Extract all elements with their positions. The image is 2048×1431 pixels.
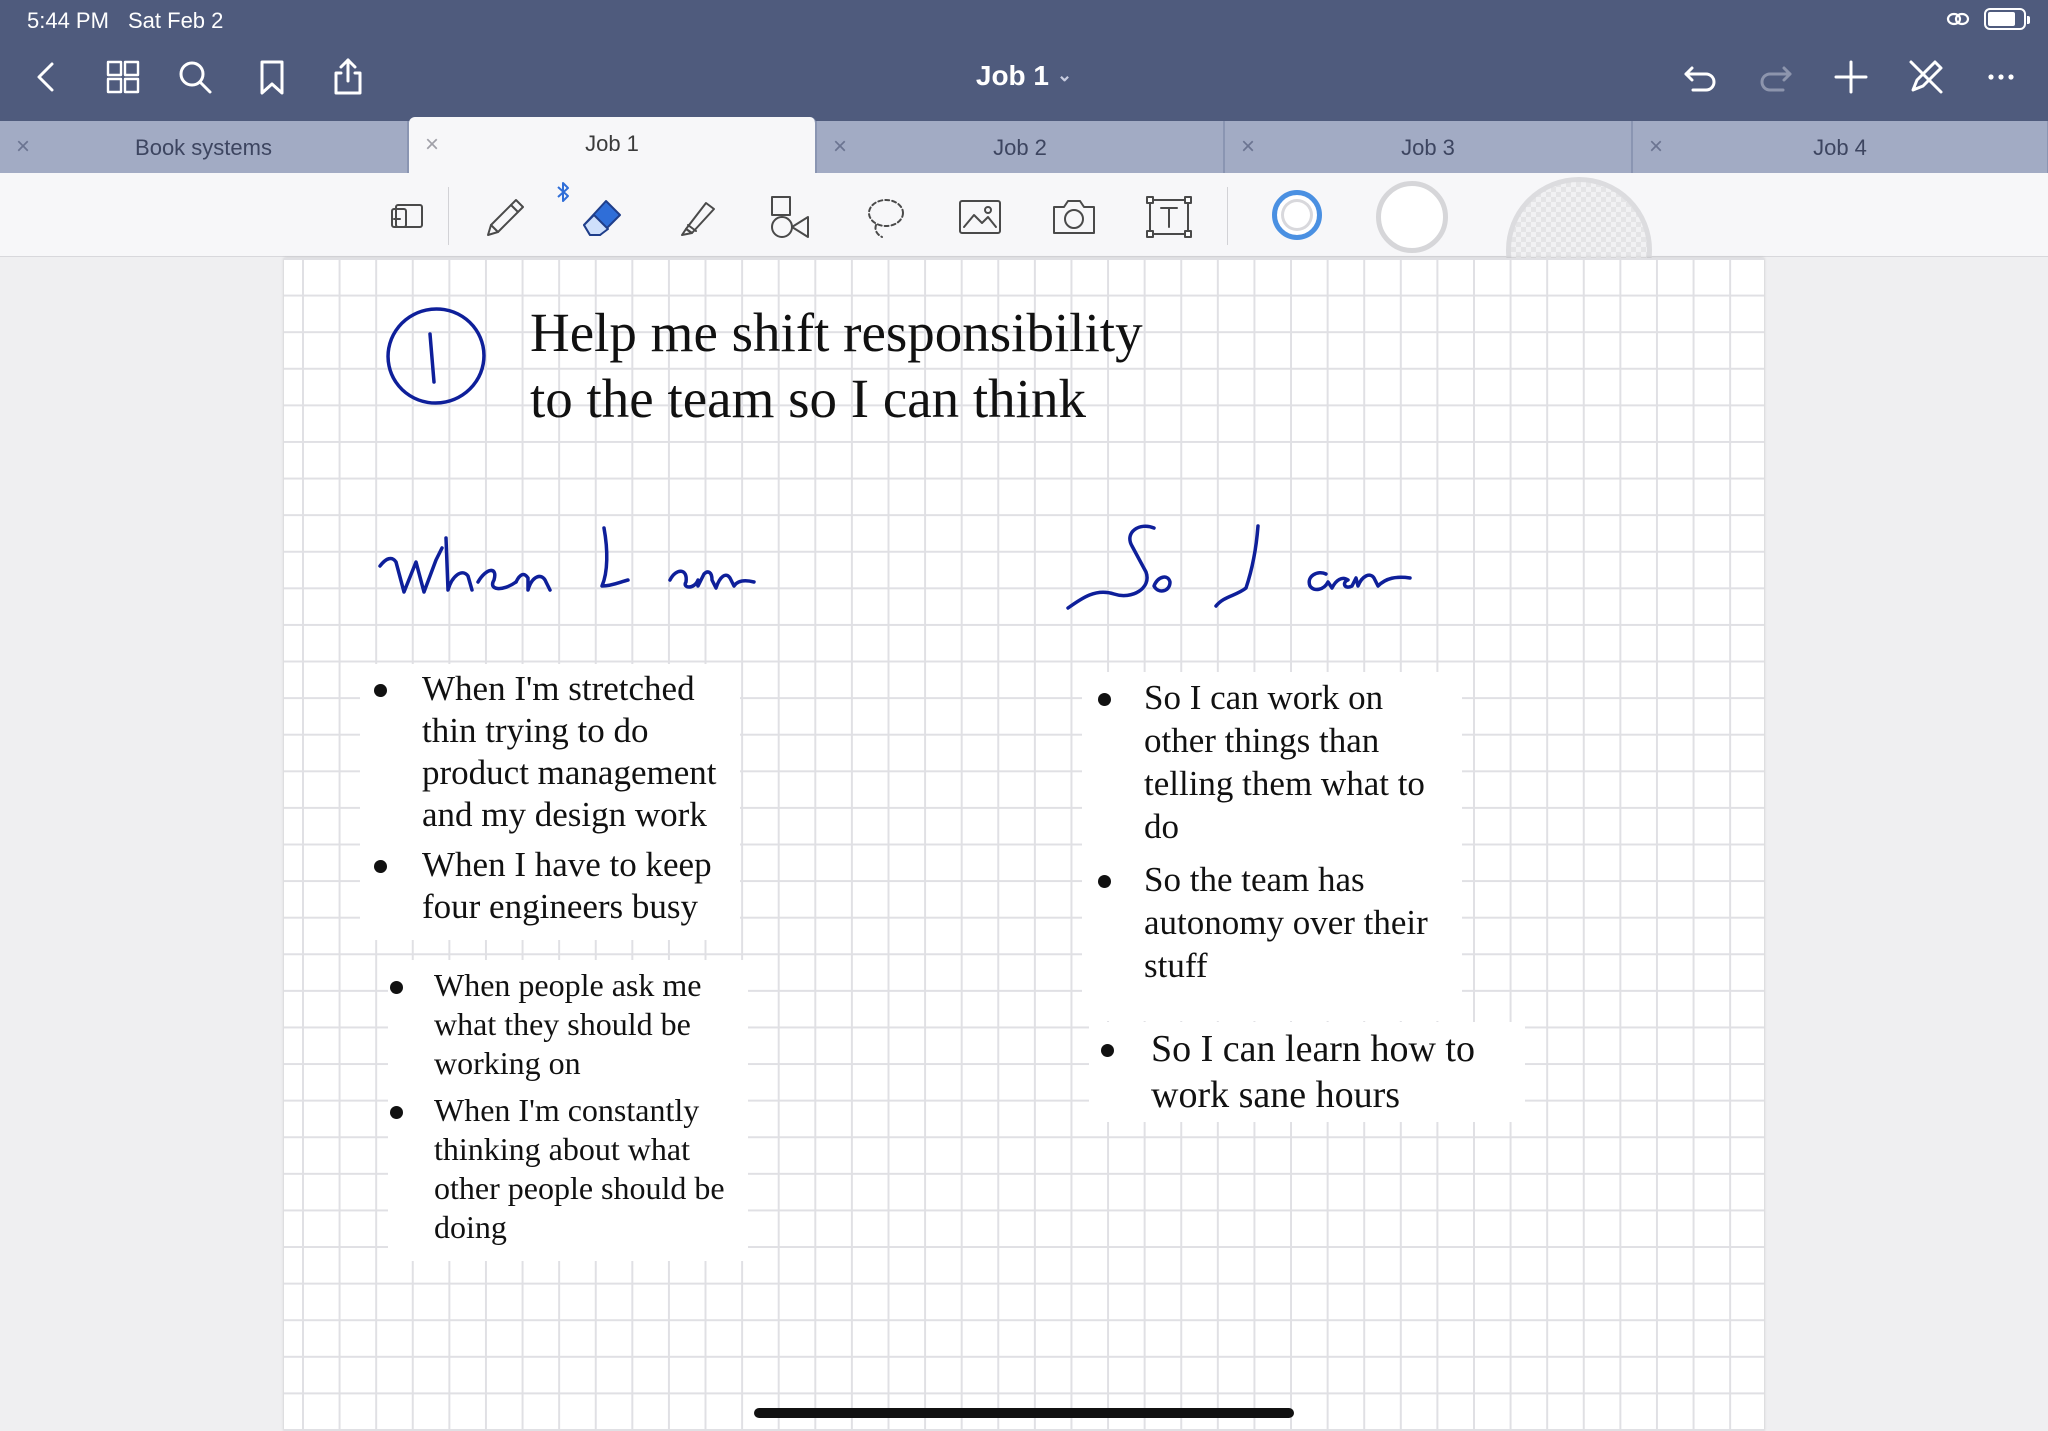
pen-icon — [478, 189, 534, 245]
search-button[interactable] — [170, 52, 220, 102]
grid-icon — [102, 56, 144, 98]
drawing-toolbar — [0, 173, 2048, 257]
more-icon — [1980, 56, 2022, 98]
status-time: 5:44 PM — [27, 8, 109, 33]
tab-close-button[interactable]: × — [16, 133, 31, 160]
tab-close-button[interactable]: × — [1649, 133, 1664, 160]
document-title[interactable] — [976, 60, 1072, 91]
tab-job-4[interactable] — [1633, 121, 2048, 173]
when-item: When I'm constantly thinking about what other people should be doing — [388, 1091, 748, 1247]
home-indicator[interactable] — [754, 1408, 1294, 1418]
eraser-tool[interactable] — [574, 189, 630, 245]
so-item: So I can work on other things than telling them what to do — [1082, 676, 1462, 848]
bookmark-icon — [251, 56, 293, 98]
highlighter-icon — [670, 189, 726, 245]
when-list-box-2[interactable] — [388, 960, 748, 1261]
when-list — [360, 668, 740, 928]
pen-crossed-icon — [1905, 56, 1947, 98]
page-options-icon — [380, 189, 436, 245]
eraser-icon — [574, 189, 630, 245]
so-item: So I can learn how to work sane hours — [1089, 1026, 1525, 1118]
undo-icon — [1679, 56, 1721, 98]
headline-line-2: to the team so I can think — [530, 368, 1086, 429]
note-page[interactable] — [284, 258, 1764, 1431]
tab-close-button[interactable]: × — [833, 133, 848, 160]
bluetooth-icon — [554, 181, 572, 203]
tab-job-2[interactable] — [817, 121, 1224, 173]
camera-tool[interactable] — [1046, 189, 1102, 245]
redo-icon — [1755, 56, 1797, 98]
when-item: When I have to keep four engineers busy — [360, 844, 740, 928]
image-icon — [952, 189, 1008, 245]
tab-job-3[interactable] — [1225, 121, 1632, 173]
tab-close-button[interactable]: × — [1241, 133, 1256, 160]
when-list-2 — [388, 966, 748, 1247]
text-box-tool[interactable] — [1141, 189, 1197, 245]
so-list-2 — [1089, 1026, 1525, 1118]
lasso-icon — [858, 189, 914, 245]
when-item: When people ask me what they should be working on — [388, 966, 748, 1083]
status-indicators — [1946, 8, 2026, 30]
thumbnails-button[interactable] — [98, 52, 148, 102]
when-list-box[interactable] — [360, 664, 740, 940]
status-date: Sat Feb 2 — [128, 8, 224, 33]
page-options-tool[interactable] — [380, 189, 436, 245]
highlighter-tool[interactable] — [670, 189, 726, 245]
tab-close-button[interactable]: × — [425, 131, 440, 158]
plus-icon — [1830, 56, 1872, 98]
so-item: So the team has autonomy over their stuff — [1082, 858, 1462, 987]
shapes-icon — [762, 189, 818, 245]
tab-label: Job 3 — [1401, 135, 1455, 160]
shapes-tool[interactable] — [762, 189, 818, 245]
handwritten-number-one — [384, 304, 494, 414]
tab-label: Book systems — [135, 135, 272, 160]
bookmark-button[interactable] — [247, 52, 297, 102]
when-item: When I'm stretched thin trying to do product management and my design work — [360, 668, 740, 836]
tab-label: Job 2 — [993, 135, 1047, 160]
lasso-tool[interactable] — [858, 189, 914, 245]
chevron-down-icon: ⌄ — [1057, 65, 1073, 85]
so-list-box-2[interactable] — [1089, 1022, 1525, 1122]
page-headline — [530, 300, 1143, 432]
tab-book-systems[interactable] — [0, 121, 408, 173]
so-list-box[interactable] — [1082, 672, 1462, 1021]
so-list — [1082, 676, 1462, 987]
more-button[interactable] — [1976, 52, 2026, 102]
back-button[interactable] — [22, 52, 72, 102]
handwritten-when-i-am — [376, 520, 776, 616]
share-button[interactable] — [323, 52, 373, 102]
pen-mode-button[interactable] — [1901, 52, 1951, 102]
handwritten-so-i-can — [1066, 516, 1486, 616]
image-tool[interactable] — [952, 189, 1008, 245]
camera-icon — [1046, 189, 1102, 245]
toolbar-divider — [1227, 187, 1228, 245]
share-icon — [327, 56, 369, 98]
redo-button[interactable] — [1751, 52, 1801, 102]
tab-label: Job 1 — [585, 131, 639, 156]
pen-tool[interactable] — [478, 189, 534, 245]
headline-line-1: Help me shift responsibility — [530, 302, 1143, 363]
battery-icon — [1984, 8, 2026, 30]
document-title-label: Job 1 — [975, 60, 1050, 91]
tab-job-1[interactable] — [409, 117, 816, 173]
chevron-left-icon — [26, 56, 68, 98]
link-icon — [1946, 10, 1970, 28]
tab-label: Job 4 — [1813, 135, 1867, 160]
navigation-bar — [0, 0, 2048, 121]
search-icon — [174, 56, 216, 98]
text-box-icon — [1141, 189, 1197, 245]
size-small-button[interactable] — [1272, 190, 1322, 240]
add-page-button[interactable] — [1826, 52, 1876, 102]
tab-bar — [0, 121, 2048, 173]
toolbar-divider — [448, 187, 449, 245]
undo-button[interactable] — [1675, 52, 1725, 102]
size-medium-button[interactable] — [1376, 181, 1448, 253]
